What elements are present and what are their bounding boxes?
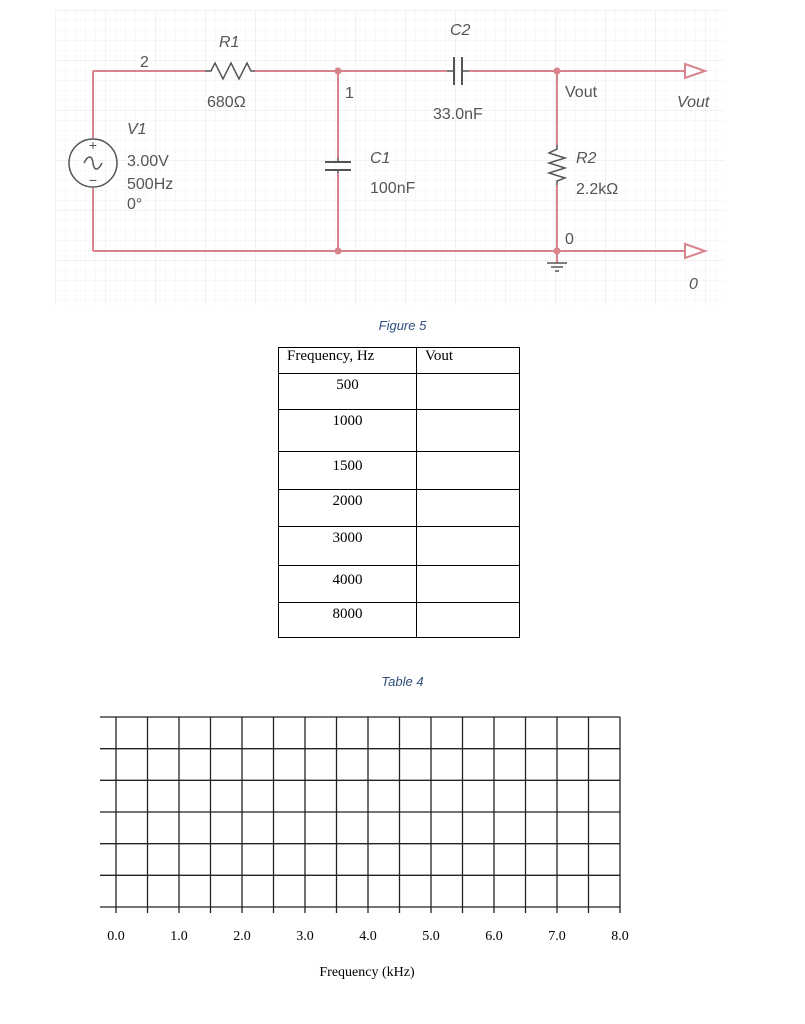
header-vout: Vout (417, 348, 520, 374)
c1-value: 100nF (370, 180, 416, 197)
node-label-2: 2 (140, 54, 149, 71)
node-label-0: 0 (565, 231, 574, 248)
frequency-value: 1500 (332, 458, 363, 474)
svg-text:+: + (88, 137, 98, 153)
cell-vout[interactable] (417, 452, 520, 490)
x-axis-ticks (107, 929, 629, 944)
cell-frequency (279, 603, 417, 638)
r1-name: R1 (219, 34, 240, 51)
ground-port-label: 0 (689, 276, 698, 293)
x-tick-label: 5.0 (422, 929, 440, 944)
frequency-value: 2000 (332, 493, 363, 509)
x-tick-label: 3.0 (296, 929, 314, 944)
cell-frequency (279, 566, 417, 603)
v1-frequency: 500Hz (127, 176, 174, 193)
x-tick-label: 1.0 (170, 929, 188, 944)
table-caption: Table 4 (381, 674, 424, 689)
r2-value: 2.2kΩ (576, 181, 619, 198)
blank-graph-grid (100, 705, 660, 995)
cell-vout[interactable] (417, 527, 520, 566)
x-tick-label: 2.0 (233, 929, 251, 944)
c2-name: C2 (450, 22, 471, 39)
frequency-value: 8000 (332, 606, 363, 622)
grid-lines (100, 717, 620, 913)
cell-vout[interactable] (417, 490, 520, 527)
x-tick-label: 7.0 (548, 929, 566, 944)
frequency-value: 3000 (332, 530, 363, 546)
v1-voltage: 3.00V (127, 153, 169, 170)
r2-name: R2 (576, 150, 597, 167)
cell-vout[interactable] (417, 410, 520, 452)
table-row (279, 452, 520, 490)
table-row (279, 527, 520, 566)
x-tick-label: 6.0 (485, 929, 503, 944)
frequency-value: 4000 (332, 572, 363, 588)
cell-frequency (279, 490, 417, 527)
svg-text:−: − (88, 172, 98, 188)
c1-name: C1 (370, 150, 391, 167)
cell-vout[interactable] (417, 603, 520, 638)
v1-phase: 0° (127, 196, 143, 213)
v1-name: V1 (127, 121, 147, 138)
cell-frequency (279, 452, 417, 490)
header-frequency: Frequency, Hz (279, 348, 417, 374)
c2-value: 33.0nF (433, 106, 483, 123)
table-row (279, 603, 520, 638)
cell-vout[interactable] (417, 566, 520, 603)
vout-node-label: Vout (565, 84, 598, 101)
r1-value: 680Ω (207, 94, 246, 111)
circuit-schematic (55, 10, 725, 305)
x-tick-label: 4.0 (359, 929, 377, 944)
table-row (279, 566, 520, 603)
table-row (279, 490, 520, 527)
table-row (279, 410, 520, 452)
vout-port-label: Vout (677, 94, 710, 111)
table-header-row (279, 348, 520, 374)
frequency-value: 1000 (332, 413, 363, 429)
x-tick-label: 8.0 (611, 929, 629, 944)
frequency-value: 500 (336, 377, 359, 393)
cell-frequency (279, 527, 417, 566)
x-axis-label: Frequency (kHz) (319, 965, 415, 980)
cell-frequency (279, 374, 417, 410)
table-row (279, 374, 520, 410)
cell-frequency (279, 410, 417, 452)
x-tick-label: 0.0 (107, 929, 125, 944)
frequency-table (278, 347, 520, 638)
cell-vout[interactable] (417, 374, 520, 410)
node-label-1: 1 (345, 85, 354, 102)
figure-caption: Figure 5 (378, 318, 427, 333)
